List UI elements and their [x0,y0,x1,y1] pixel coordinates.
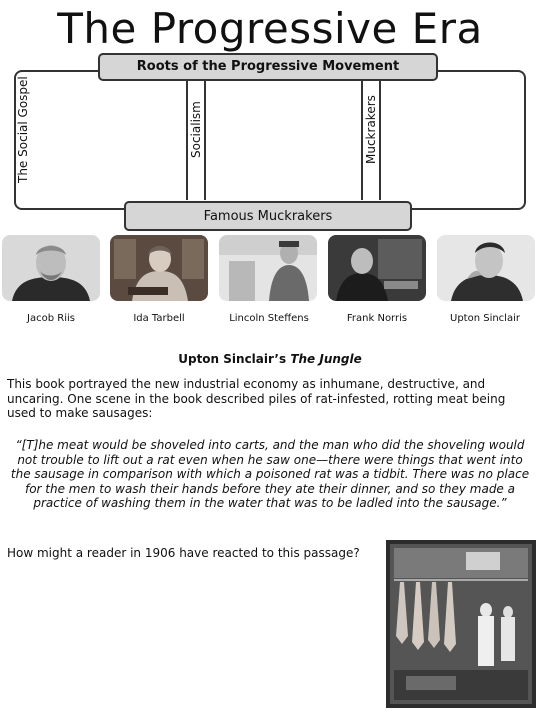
roots-frame [14,70,526,210]
jungle-quote: “[T]he meat would be shoveled into carts, and the man who did the shoveling would not trouble to lift out a rat even when he saw one—there were things that went into the sausage in comparison with which a poisoned rat was a tidbit. There was no place for the men to wash their hands before they ate their dinner, and so they made a practice of washing them in the water that was to be ladled into the sausage.” [10,438,530,510]
meatpacking-photo [386,540,536,708]
column-divider [361,72,363,200]
muckrakers-heading: Famous Muckrakers [124,201,412,231]
caption-jacob-riis: Jacob Riis [27,313,75,324]
page-title: The Progressive Era [57,4,483,53]
roots-heading: Roots of the Progressive Movement [98,53,438,81]
column-label-socialism: Socialism [189,101,203,158]
photo-ida-tarbell [110,235,208,301]
reflection-question: How might a reader in 1906 have reacted to this passage? [7,546,360,560]
jungle-paragraph: This book portrayed the new industrial economy as inhumane, destructive, and uncaring. One scene in the book described piles of rat-infested, rotting meat being used to make sausages: [7,377,506,420]
column-divider [204,72,206,200]
column-divider [186,72,188,200]
caption-ida-tarbell: Ida Tarbell [133,313,185,324]
jungle-book-title: The Jungle [290,352,362,366]
column-label-social-gospel: The Social Gospel [16,76,30,183]
caption-upton-sinclair: Upton Sinclair [450,313,520,324]
photo-frank-norris [328,235,426,301]
photo-upton-sinclair [437,235,535,301]
caption-frank-norris: Frank Norris [346,313,408,324]
column-label-muckrakers: Muckrakers [364,95,378,164]
caption-lincoln-steffens: Lincoln Steffens [229,313,309,324]
jungle-heading-prefix: Upton Sinclair’s [178,352,291,366]
photo-lincoln-steffens [219,235,317,301]
jungle-heading [0,352,540,366]
photo-jacob-riis [2,235,100,301]
column-divider [379,72,381,200]
